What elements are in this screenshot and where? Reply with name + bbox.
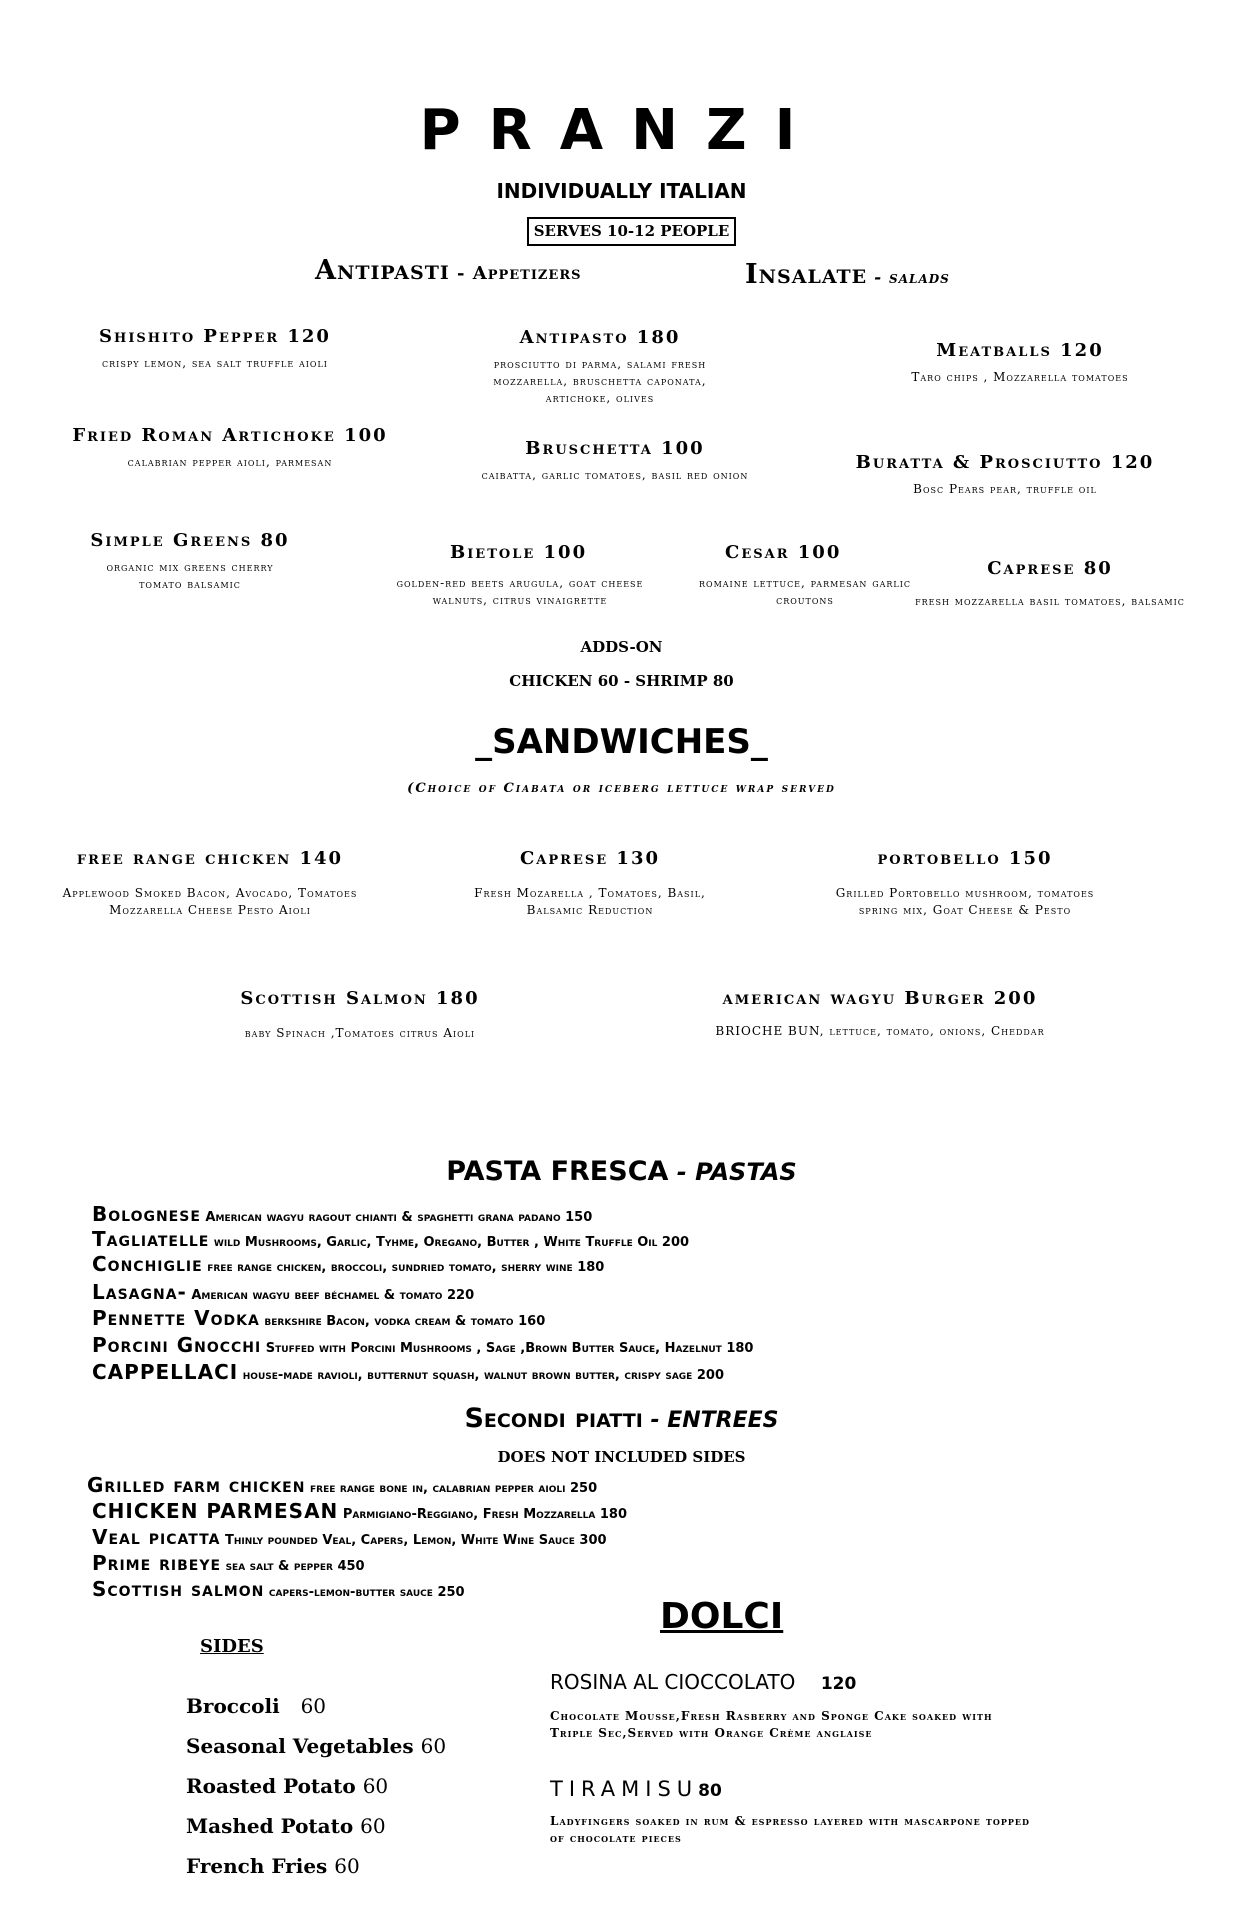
side-item xyxy=(186,1734,446,1758)
antipasti-heading-main: Antipasti xyxy=(315,255,450,286)
item-price: 60 xyxy=(300,1694,327,1718)
item-name: Prime ribeye xyxy=(92,1551,222,1575)
menu-item xyxy=(670,988,1090,1040)
entree-item xyxy=(92,1525,607,1549)
item-name: Simple Greens 80 xyxy=(90,530,290,551)
item-desc: house-made ravioli, butternut squash, walnut brown butter, crispy sage 200 xyxy=(242,1368,724,1383)
menu-item xyxy=(880,558,1220,610)
menu-item xyxy=(480,438,750,484)
entree-item xyxy=(92,1577,465,1601)
item-desc: American wagyu ragout chianti & spaghetti grana padano 150 xyxy=(205,1210,593,1225)
sandwiches-note: (Choice of Ciabata or iceberg lettuce wrap served xyxy=(407,781,836,796)
item-desc: Applewood Smoked Bacon, Avocado, Tomatoes Mozzarella Cheese Pesto Aioli xyxy=(62,886,358,917)
item-desc: berkshire Bacon, vodka cream & tomato 160 xyxy=(264,1314,546,1329)
item-desc: baby Spinach ,Tomatoes citrus Aioli xyxy=(244,1026,476,1040)
item-name: Caprese 80 xyxy=(987,558,1113,579)
pasta-item xyxy=(92,1306,545,1330)
item-desc: sea salt & pepper 450 xyxy=(225,1559,365,1574)
sides-heading: SIDES xyxy=(200,1636,264,1657)
item-desc: caibatta, garlic tomatoes, basil red onion xyxy=(481,468,749,482)
item-name: free range chicken 140 xyxy=(76,848,344,869)
antipasti-heading xyxy=(315,255,582,286)
item-name-line xyxy=(550,1777,1030,1801)
menu-item xyxy=(460,848,720,919)
item-name: Lasagna- xyxy=(92,1280,187,1304)
menu-item xyxy=(40,326,390,372)
item-name: Conchiglie xyxy=(92,1252,203,1276)
menu-item xyxy=(380,542,660,609)
item-desc: free range chicken, broccoli, sundried tomato, sherry wine 180 xyxy=(207,1260,605,1275)
item-desc: Bosc Pears pear, truffle oil xyxy=(913,482,1097,496)
entree-item xyxy=(92,1499,627,1523)
item-desc: Taro chips , Mozzarella tomatoes xyxy=(911,370,1129,384)
item-name: TIRAMISU xyxy=(550,1777,699,1801)
item-name: Meatballs 120 xyxy=(936,340,1104,361)
item-name: CHICKEN PARMESAN xyxy=(92,1499,339,1523)
item-name: Pennette Vodka xyxy=(92,1306,260,1330)
item-name: Buratta & Prosciutto 120 xyxy=(855,452,1155,473)
item-name: Grilled farm chicken xyxy=(87,1473,306,1497)
restaurant-title: PRANZI xyxy=(419,98,824,163)
item-desc: calabrian pepper aioli, parmesan xyxy=(127,455,333,469)
item-price: 60 xyxy=(362,1774,389,1798)
item-price: 60 xyxy=(420,1734,447,1758)
menu-item xyxy=(870,340,1170,386)
item-desc: free range bone in, calabrian pepper aioli 250 xyxy=(310,1481,598,1496)
item-desc: Grilled Portobello mushroom, tomatoes spring mix, Goat Cheese & Pesto xyxy=(835,886,1095,917)
item-name: Seasonal Vegetables xyxy=(186,1734,414,1758)
menu-item xyxy=(200,988,520,1042)
pasta-item xyxy=(92,1280,474,1304)
insalate-heading-main: Insalate xyxy=(745,259,868,290)
secondi-heading-main: Secondi piatti xyxy=(464,1403,643,1434)
side-item xyxy=(186,1854,360,1878)
item-desc: wild Mushrooms, Garlic, Tyhme, Oregano, Butter , White Truffle Oil 200 xyxy=(213,1235,690,1250)
item-desc: crispy lemon, sea salt truffle aioli xyxy=(102,356,328,370)
item-name: Bolognese xyxy=(92,1202,201,1226)
item-name: Antipasto 180 xyxy=(519,327,681,348)
item-desc: fresh mozzarella basil tomatoes, balsamic xyxy=(915,594,1185,608)
addons-line: CHICKEN 60 - SHRIMP 80 xyxy=(509,672,734,690)
menu-item xyxy=(820,452,1190,498)
item-name-line xyxy=(550,1670,1030,1694)
secondi-note: DOES NOT INCLUDED SIDES xyxy=(497,1448,746,1466)
menu-item xyxy=(460,327,740,407)
item-name: american wagyu Burger 200 xyxy=(722,988,1038,1009)
item-desc: Parmigiano-Reggiano, Fresh Mozzarella 180 xyxy=(342,1507,628,1522)
item-desc: Thinly pounded Veal, Capers, Lemon, White Wine Sauce 300 xyxy=(224,1533,607,1548)
item-name: Porcini Gnocchi xyxy=(92,1333,262,1357)
sandwiches-heading: _SANDWICHES_ xyxy=(475,722,768,762)
item-desc: Fresh Mozarella , Tomatoes, Basil, Balsamic Reduction xyxy=(474,886,706,917)
item-desc: golden-red beets arugula, goat cheese walnuts, citrus vinaigrette xyxy=(396,576,644,607)
item-name: Scottish salmon xyxy=(92,1577,265,1601)
item-name: Caprese 130 xyxy=(519,848,661,869)
serves-badge: SERVES 10-12 PEOPLE xyxy=(527,217,736,246)
item-desc: Ladyfingers soaked in rum & espresso layered with mascarpone topped of chocolate pieces xyxy=(550,1814,1030,1845)
addons-heading: ADDS-ON xyxy=(580,638,663,656)
item-name: CAPPELLACI xyxy=(92,1360,239,1384)
menu-item xyxy=(40,848,380,919)
dessert-item xyxy=(550,1777,1030,1847)
item-price: 60 xyxy=(360,1814,386,1838)
item-name: Cesar 100 xyxy=(725,542,842,563)
menu-item xyxy=(90,530,290,593)
pasta-item xyxy=(92,1333,753,1357)
side-item xyxy=(186,1694,326,1718)
item-name: Roasted Potato xyxy=(186,1774,356,1798)
entree-item xyxy=(92,1551,365,1575)
item-name: Scottish Salmon 180 xyxy=(240,988,480,1009)
pasta-heading-main: PASTA FRESCA xyxy=(446,1156,669,1187)
dolci-heading: DOLCI xyxy=(660,1596,784,1637)
item-desc: organic mix greens cherry tomato balsamic xyxy=(106,560,274,591)
pasta-item xyxy=(92,1360,724,1384)
pasta-heading-sub: - PASTAS xyxy=(668,1158,797,1186)
insalate-heading xyxy=(745,259,950,290)
item-name: Veal picatta xyxy=(92,1525,221,1549)
item-desc: Chocolate Mousse,Fresh Rasberry and Sponge Cake soaked with Triple Sec,Served with Orange Crème anglaise xyxy=(550,1709,993,1740)
item-desc: prosciutto di parma, salami fresh mozzarella, bruschetta caponata, artichoke, olives xyxy=(493,357,707,405)
menu-item xyxy=(820,848,1110,919)
pasta-heading xyxy=(0,1156,1243,1187)
pasta-item xyxy=(92,1227,689,1251)
item-desc: American wagyu beef béchamel & tomato 220 xyxy=(191,1288,475,1303)
item-price: 80 xyxy=(698,1781,722,1801)
side-item xyxy=(186,1774,388,1798)
item-name: Broccoli xyxy=(186,1694,280,1718)
insalate-heading-sub: - salads xyxy=(867,268,950,288)
item-name: Mashed Potato xyxy=(186,1814,354,1838)
menu-item xyxy=(40,425,420,471)
item-name: Bietole 100 xyxy=(450,542,588,563)
item-name: ROSINA AL CIOCCOLATO xyxy=(550,1670,796,1694)
item-price: 60 xyxy=(334,1854,360,1878)
antipasti-heading-sub: - Appetizers xyxy=(449,263,582,284)
item-desc: BRIOCHE BUN, lettuce, tomato, onions, Cheddar xyxy=(715,1024,1045,1038)
item-name: Fried Roman Artichoke 100 xyxy=(72,425,388,446)
restaurant-subtitle: INDIVIDUALLY ITALIAN xyxy=(496,179,747,203)
item-name: portobello 150 xyxy=(877,848,1053,869)
item-name: Tagliatelle xyxy=(92,1227,210,1251)
pasta-item xyxy=(92,1252,604,1276)
item-desc: romaine lettuce, parmesan garlic croutons xyxy=(698,576,911,607)
entree-item xyxy=(87,1473,597,1497)
item-name: French Fries xyxy=(186,1854,328,1878)
item-desc: Stuffed with Porcini Mushrooms , Sage ,Brown Butter Sauce, Hazelnut 180 xyxy=(265,1341,754,1356)
pasta-item xyxy=(92,1202,592,1226)
item-price: 120 xyxy=(820,1674,857,1694)
item-name: Bruschetta 100 xyxy=(525,438,705,459)
secondi-heading-sub: - ENTREES xyxy=(642,1408,779,1433)
dessert-item xyxy=(550,1670,1030,1742)
item-desc: capers-lemon-butter sauce 250 xyxy=(268,1585,465,1600)
side-item xyxy=(186,1814,386,1838)
secondi-heading xyxy=(0,1403,1243,1434)
item-name: Shishito Pepper 120 xyxy=(99,326,331,347)
